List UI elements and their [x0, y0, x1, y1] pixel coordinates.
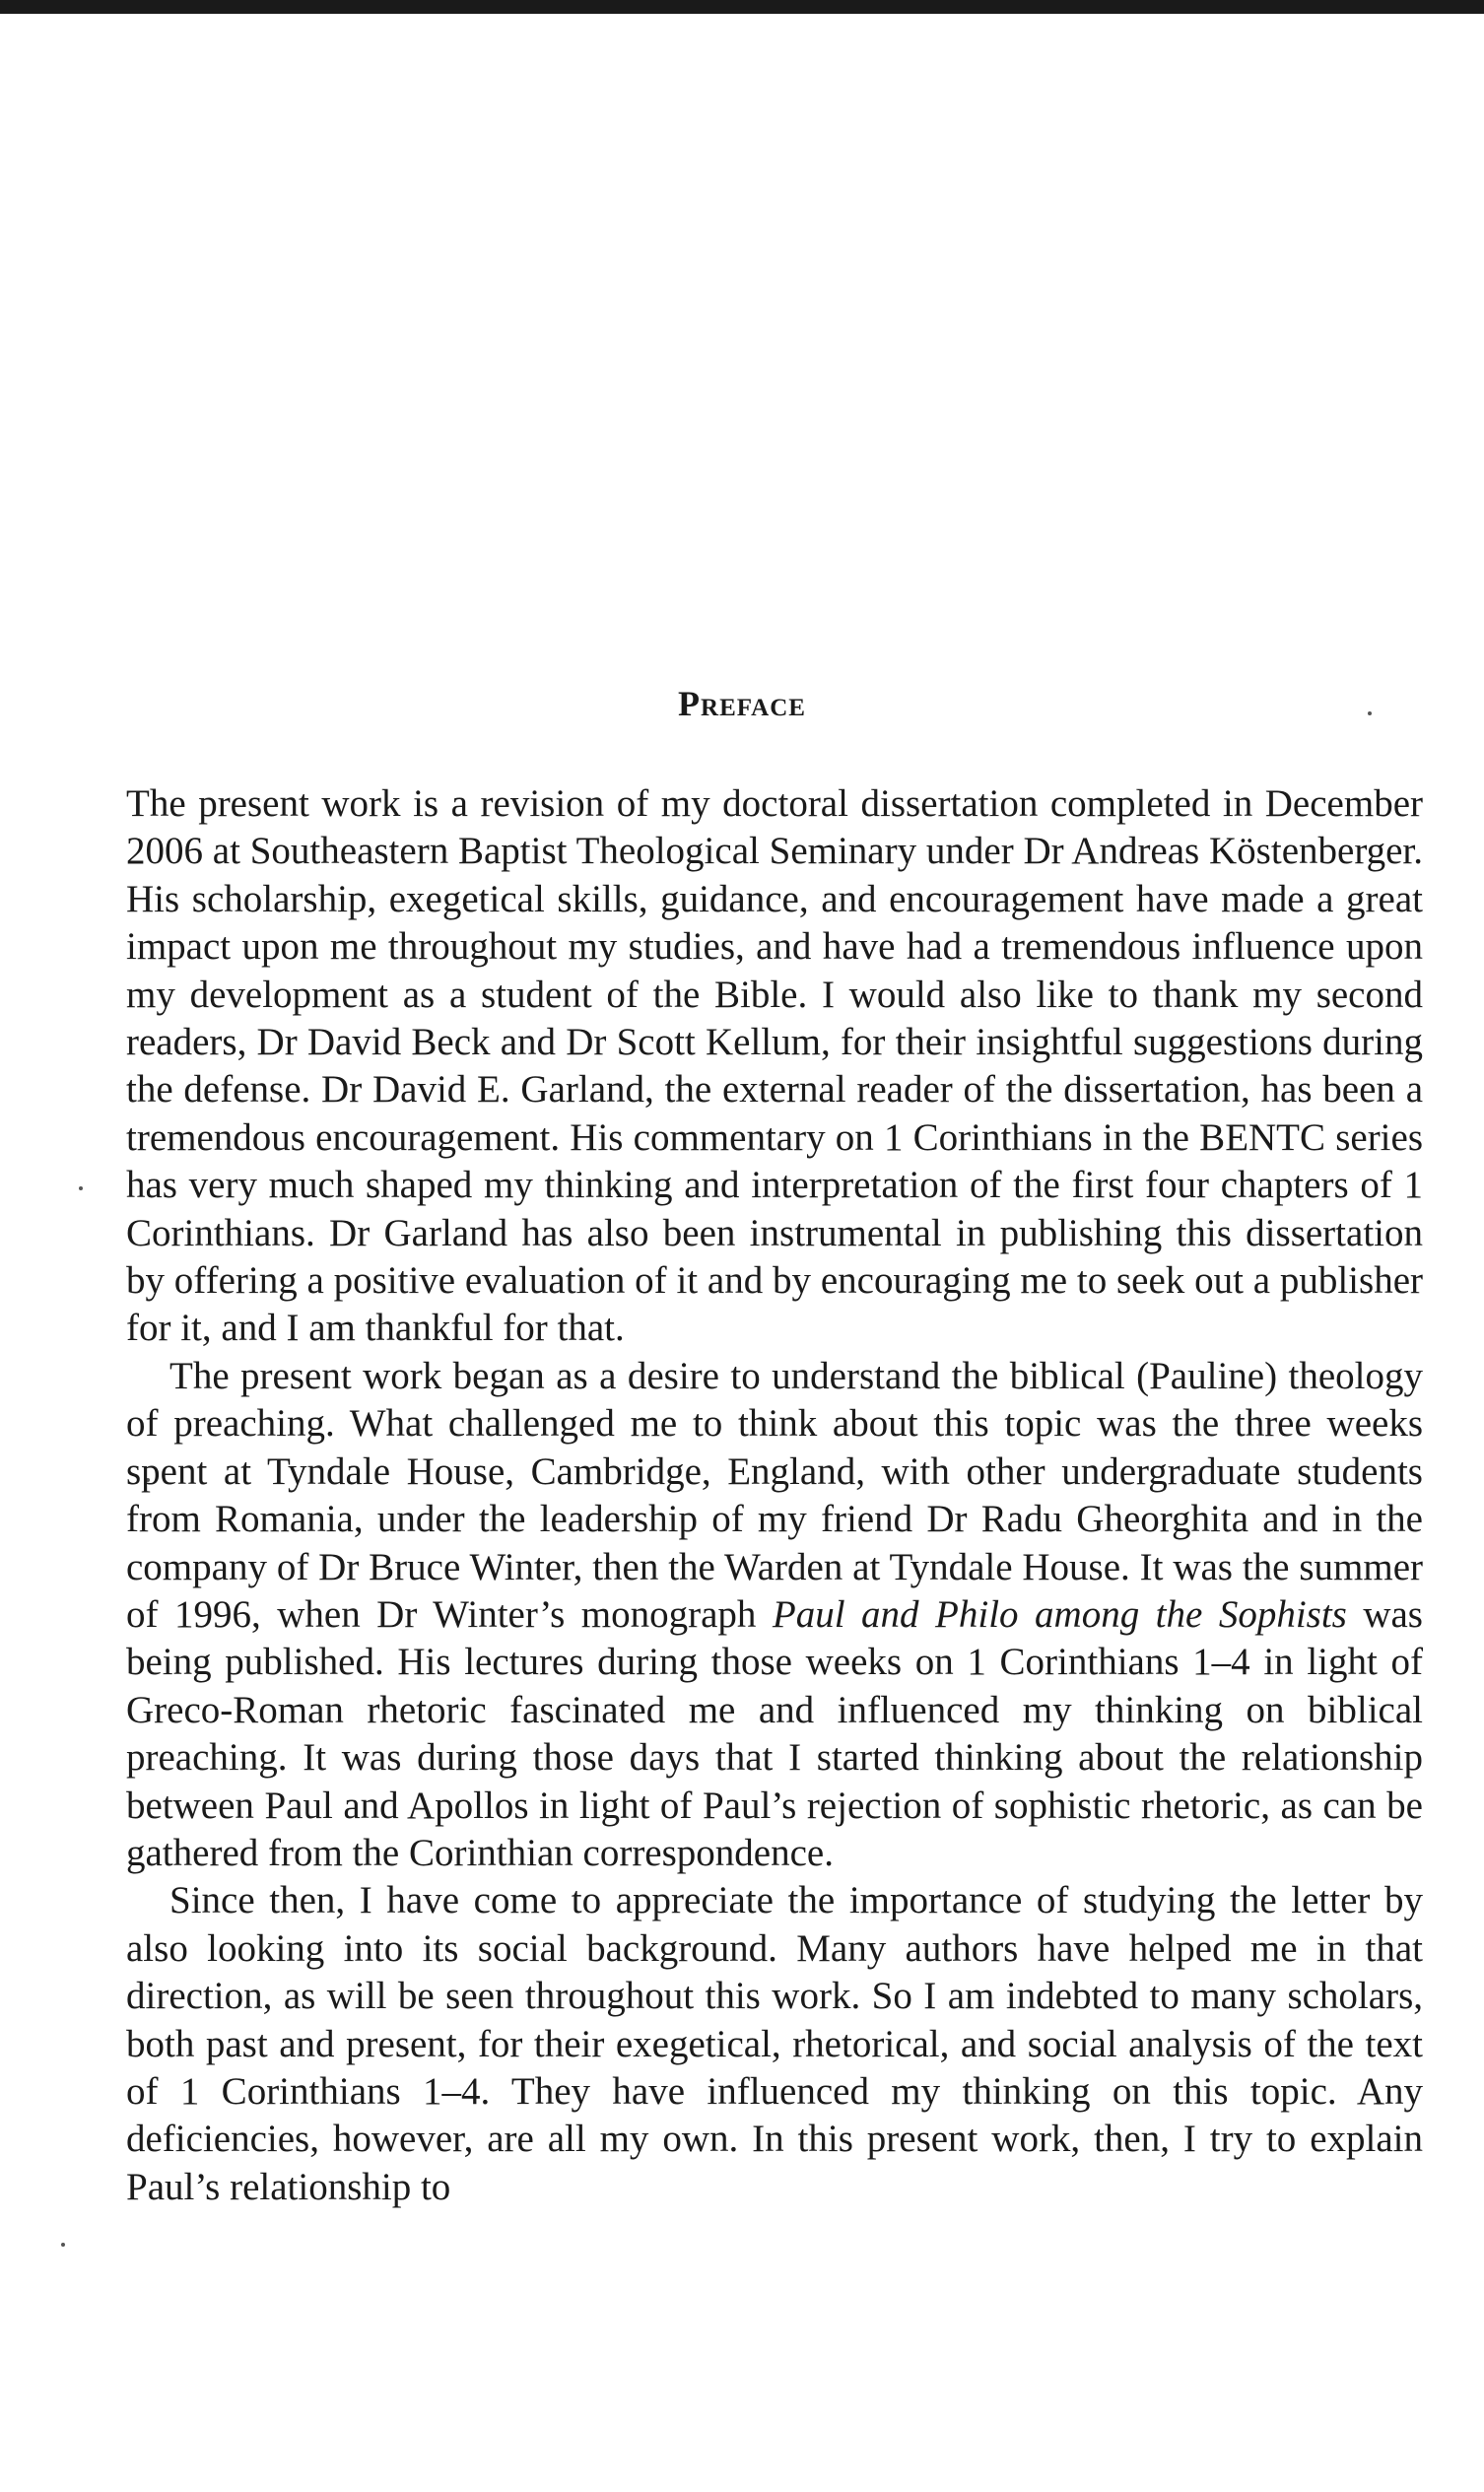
body-text [126, 780, 1423, 2211]
paragraph-2-text-before: The present work began as a desire to understand the biblical (Pauline) theology of preaching. What challenged me to think about this topic was the three weeks spent at Tyndale House, Cambridge, England, with other undergraduate students from Romania, under the leadership of my friend Dr Radu Gheorghita and in the company of Dr Bruce Winter, then the Warden at Tyndale House. It was the summer of 1996, when Dr Winter’s monograph [126, 1354, 1423, 1636]
paragraph-2 [126, 1353, 1423, 1877]
top-rule [0, 0, 1484, 14]
paragraph-2-text-after: was being published. His lectures during those weeks on 1 Corinthians 1–4 in light of Greco-Roman rhetoric fascinated me and influenced my thinking on biblical preaching. It was during those days that I started thinking about the relationship between Paul and Apollos in light of Paul’s rejection of sophistic rhetoric, as can be gathered from the Corinthian correspondence. [126, 1592, 1423, 1874]
stray-mark [79, 1186, 83, 1190]
paragraph-1-text: The present work is a revision of my doctoral dissertation completed in December 2006 at Southeastern Baptist Theological Seminary under Dr Andreas Köstenberger. His scholarship, exegetical skills, guidance, and encouragement have made a great impact upon me throughout my studies, and have had a tremendous influence upon my development as a student of the Bible. I would also like to thank my second readers, Dr David Beck and Dr Scott Kellum, for their insightful suggestions during the defense. Dr David E. Garland, the external reader of the dissertation, has been a tremendous encouragement. His commentary on 1 Corinthians in the BENTC series has very much shaped my thinking and interpretation of the first four chapters of 1 Corinthians. Dr Garland has also been instrumental in publishing this dissertation by offering a positive evaluation of it and by encouraging me to seek out a publisher for it, and I am thankful for that. [126, 782, 1423, 1350]
stray-mark [61, 2243, 65, 2247]
paragraph-3 [126, 1877, 1423, 2211]
paragraph-3-text: Since then, I have come to appreciate the importance of studying the letter by also looking into its social background. Many authors have helped me in that direction, as will be seen throughout this work. So I am indebted to many scholars, both past and present, for their exegetical, rhetorical, and social analysis of the text of 1 Corinthians 1–4. They have influenced my thinking on this topic. Any deficiencies, however, are all my own. In this present work, then, I try to explain Paul’s relationship to [126, 1879, 1423, 2208]
book-title: Paul and Philo among the Sophists [772, 1592, 1347, 1636]
page-title: Preface [678, 684, 806, 724]
paragraph-1 [126, 780, 1423, 1353]
